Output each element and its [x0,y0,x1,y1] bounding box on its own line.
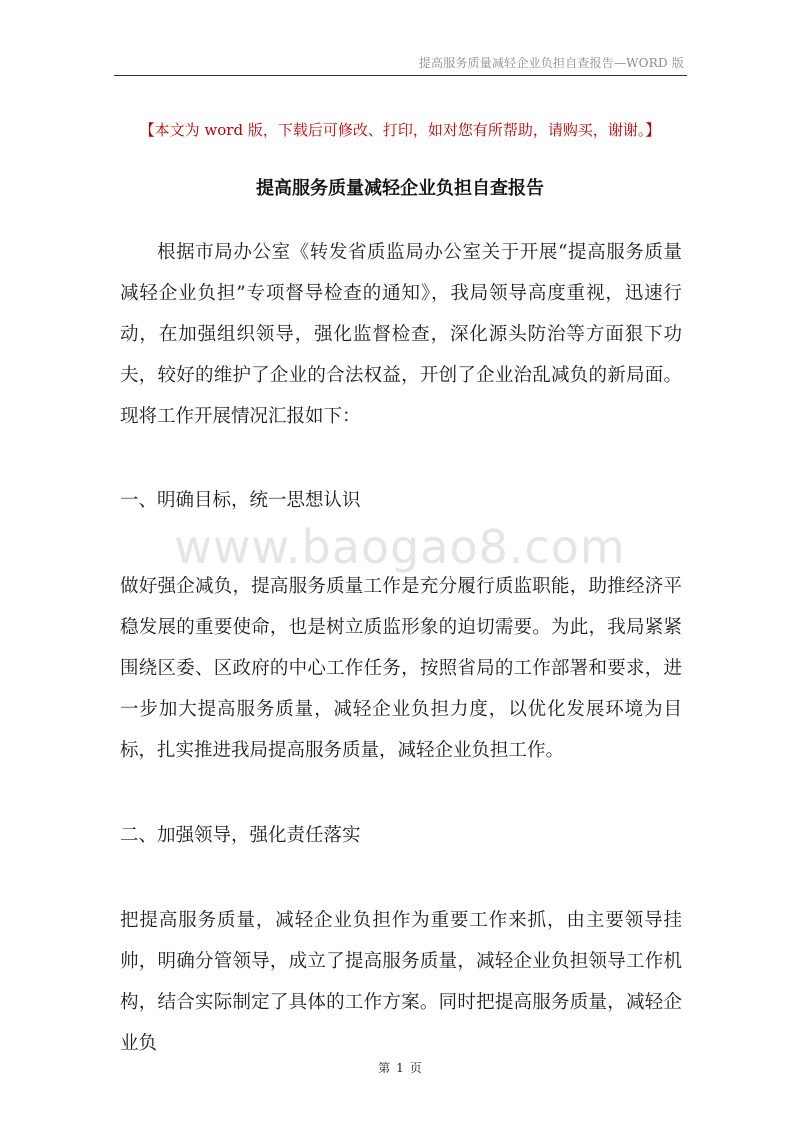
header-divider [114,75,687,76]
paragraph-intro: 根据市局办公室《转发省质监局办公室关于开展“提高服务质量减轻企业负担”专项督导检查的通知》，我局领导高度重视，迅速行动，在加强组织领导，强化监督检查，深化源头防治等方面狠下功夫，较好的维护了企业的合法权益，开创了企业治乱减负的新局面。现将工作开展情况汇报如下： [120,242,682,427]
paragraph-section-1: 做好强企减负，提高服务质量工作是充分履行质监职能，助推经济平稳发展的重要使命，也是树立质监形象的迫切需要。为此，我局紧紧围绕区委、区政府的中心工作任务，按照省局的工作部署和要求，进一步加大提高服务质量，减轻企业负担力度，以优化发展环境为目标，扎实推进我局提高服务质量，减轻企业负担工作。 [120,576,682,761]
page-label-prefix: 第 [378,1061,391,1075]
watermark: www.baogao8.com [174,520,626,574]
paragraph-section-2: 把提高服务质量，减轻企业负担作为重要工作来抓，由主要领导挂帅，明确分管领导，成立了提高服务质量，减轻企业负担领导工作机构，结合实际制定了具体的工作方案。同时把提高服务质量，减轻企业负 [120,910,682,1054]
document-title: 提高服务质量减轻企业负担自查报告 [256,178,544,199]
page-number: 1 [396,1061,404,1075]
section-heading-2: 二、加强领导，强化责任落实 [120,825,361,846]
page-footer [0,1059,800,1076]
page-label-suffix: 页 [409,1061,422,1075]
running-header: 提高服务质量减轻企业负担自查报告—WORD 版 [418,56,684,70]
download-notice: 【本文为 word 版，下载后可修改、打印，如对您有所帮助，请购买，谢谢。】 [139,121,661,139]
section-heading-1: 一、明确目标，统一思想认识 [120,490,361,511]
